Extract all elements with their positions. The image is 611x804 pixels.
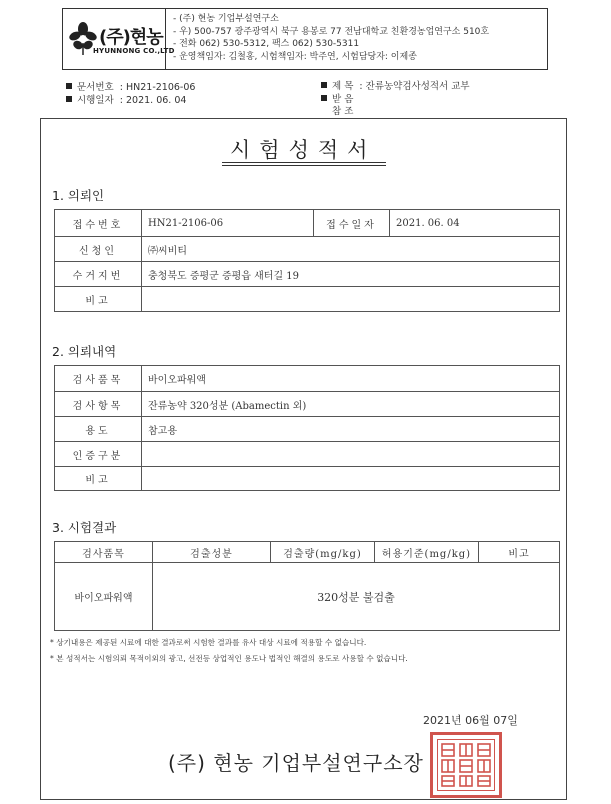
table-row — [55, 417, 560, 442]
contact-line: - 전화 062) 530-5312, 팩스 062) 530-5311 — [173, 39, 360, 50]
table-row — [55, 366, 560, 392]
cell-label: 인증구분 — [55, 442, 142, 467]
cell-label: 접수번호 — [55, 210, 142, 237]
reference — [332, 106, 353, 118]
bullet-square-icon — [66, 96, 72, 102]
column-header: 비고 — [479, 542, 560, 563]
cell-label: 검사품목 — [55, 366, 142, 392]
cell-label: 비고 — [55, 467, 142, 491]
cell-value — [142, 467, 560, 491]
title-underline — [222, 162, 386, 163]
table-row — [55, 210, 560, 237]
table-header-row — [55, 542, 560, 563]
seal-glyphs-icon — [433, 735, 499, 795]
date-value: : 2021. 06. 04 — [119, 95, 187, 106]
bullet-square-icon — [321, 82, 327, 88]
bullet-square-icon — [321, 95, 327, 101]
issue-date-meta — [66, 95, 186, 107]
cell-value: HN21-2106-06 — [142, 210, 314, 237]
cell-label: 용도 — [55, 417, 142, 442]
bullet-square-icon — [66, 83, 72, 89]
table-row — [55, 392, 560, 417]
cell-label: 검사항목 — [55, 392, 142, 417]
column-header: 검사품목 — [55, 542, 153, 563]
column-header: 검출성분 — [153, 542, 271, 563]
doc-number-label: 문서번호 — [77, 82, 114, 93]
table-row — [55, 237, 560, 262]
contact-line: - 우) 500-757 광주광역시 북구 용봉로 77 전남대학교 친환경농업연구소 510호 — [173, 26, 490, 37]
cell-value: ㈜씨비티 — [142, 237, 560, 262]
report-issue-date: 2021년 06월 07일 — [423, 714, 518, 727]
subject-value: : 잔류농약검사성적서 교부 — [359, 81, 470, 92]
cell-value — [142, 442, 560, 467]
cell-value: 바이오파워액 — [142, 366, 560, 392]
result-item: 바이오파워액 — [55, 563, 153, 631]
column-header: 허용기준(mg/kg) — [375, 542, 479, 563]
official-seal — [430, 732, 502, 798]
cell-value — [142, 287, 560, 312]
signature-name: (주) 현농 기업부설연구소장 — [168, 751, 424, 775]
logo-name: (주)현농 — [99, 27, 163, 48]
logo-subtitle: HYUNNONG CO.,LTD — [93, 47, 175, 55]
cell-label: 수거지번 — [55, 262, 142, 287]
doc-number — [66, 82, 195, 94]
note-line: * 본 성적서는 시험의뢰 목적이외의 광고, 선전등 상업적인 용도나 법적인 해결의 용도로 사용할 수 없습니다. — [50, 654, 408, 663]
section-heading-requester: 1. 의뢰인 — [52, 188, 105, 203]
table-row — [55, 563, 560, 631]
test-results-table — [54, 541, 560, 631]
subject — [321, 81, 470, 93]
cell-value: 잔류농약 320성분 (Abamectin 외) — [142, 392, 560, 417]
note-line: * 상기내용은 제공된 시료에 대한 결과로써 시험한 결과를 유사 대상 시료에 적용할 수 없습니다. — [50, 638, 367, 647]
cell-value: 충청북도 증평군 증평읍 새터길 19 — [142, 262, 560, 287]
cell-label: 접수일자 — [314, 210, 390, 237]
reference-label: 참 조 — [332, 106, 354, 117]
table-row — [55, 262, 560, 287]
doc-number-value: : HN21-2106-06 — [119, 82, 196, 93]
title-underline — [222, 165, 386, 166]
contact-line: - 운영책임자: 김철홍, 시험책임자: 박주연, 시험담당자: 이제종 — [173, 51, 417, 62]
recipient — [321, 94, 353, 106]
section-heading-test-results: 3. 시험결과 — [52, 520, 117, 535]
cell-label: 비고 — [55, 287, 142, 312]
contact-info — [173, 13, 545, 63]
section-heading-request-details: 2. 의뢰내역 — [52, 344, 117, 359]
subject-label: 제 목 — [332, 81, 354, 92]
table-row — [55, 467, 560, 491]
cell-value: 2021. 06. 04 — [390, 210, 560, 237]
contact-line: - (주) 현농 기업부설연구소 — [173, 14, 279, 24]
table-row — [55, 442, 560, 467]
date-label: 시행일자 — [77, 95, 114, 106]
table-row — [55, 287, 560, 312]
cell-value: 참고용 — [142, 417, 560, 442]
cell-label: 신청인 — [55, 237, 142, 262]
request-details-table — [54, 365, 560, 491]
company-logo — [63, 9, 175, 69]
result-summary: 320성분 불검출 — [153, 563, 560, 631]
recipient-label: 받 음 — [332, 94, 354, 105]
letterhead — [62, 8, 548, 70]
column-header: 검출량(mg/kg) — [271, 542, 375, 563]
requester-table — [54, 209, 560, 312]
report-title: 시험성적서 — [230, 138, 377, 162]
